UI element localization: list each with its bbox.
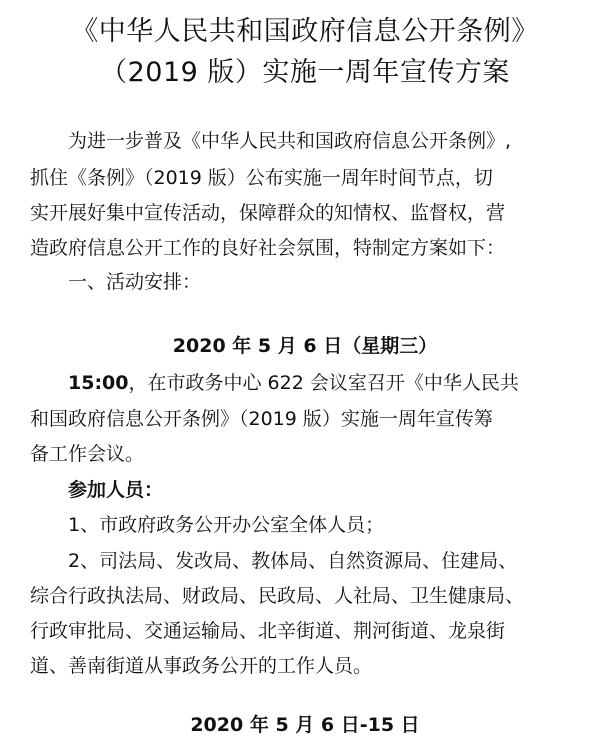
document-title-line-1: 《中华人民共和国政府信息公开条例》 (71, 16, 539, 47)
document-title-line-2: （2019 版）实施一周年宣传方案 (100, 57, 510, 88)
participants-heading: 参加人员： (68, 479, 164, 501)
intro-paragraph-line-4: 造政府信息公开工作的良好社会氛围，特制定方案如下： (30, 237, 506, 259)
meeting-paragraph-line-3: 备工作会议。 (30, 443, 145, 465)
participant-item-2-line-3: 行政审批局、交通运输局、北辛街道、荆河街道、龙泉街 (30, 620, 506, 642)
participant-item-1: 1、市政府政务公开办公室全体人员； (68, 514, 385, 536)
intro-paragraph-line-1: 为进一步普及《中华人民共和国政府信息公开条例》, (68, 130, 512, 152)
meeting-paragraph-line-1 (68, 370, 519, 396)
schedule-date-heading-2: 2020 年 5 月 6 日-15 日 (190, 714, 420, 736)
participant-item-2-line-4: 道、善南街道从事政务公开的工作人员。 (30, 655, 373, 677)
participant-item-2-line-1: 2、司法局、发改局、教体局、自然资源局、住建局、 (68, 550, 518, 572)
intro-paragraph-line-2: 抓住《条例》（2019 版）公布实施一周年时间节点，切 (30, 167, 493, 189)
schedule-date-heading-1: 2020 年 5 月 6 日（星期三） (172, 335, 438, 357)
meeting-description: ，在市政务中心 622 会议室召开《中华人民共 (128, 372, 519, 394)
meeting-paragraph-line-2: 和国政府信息公开条例》（2019 版）实施一周年宣传筹 (30, 408, 493, 430)
intro-paragraph-line-3: 实开展好集中宣传活动，保障群众的知情权、监督权，营 (30, 202, 506, 224)
meeting-time: 15:00 (68, 372, 129, 394)
participant-item-2-line-2: 综合行政执法局、财政局、民政局、人社局、卫生健康局、 (30, 585, 525, 607)
section-heading-activity-schedule: 一、活动安排： (68, 271, 202, 293)
